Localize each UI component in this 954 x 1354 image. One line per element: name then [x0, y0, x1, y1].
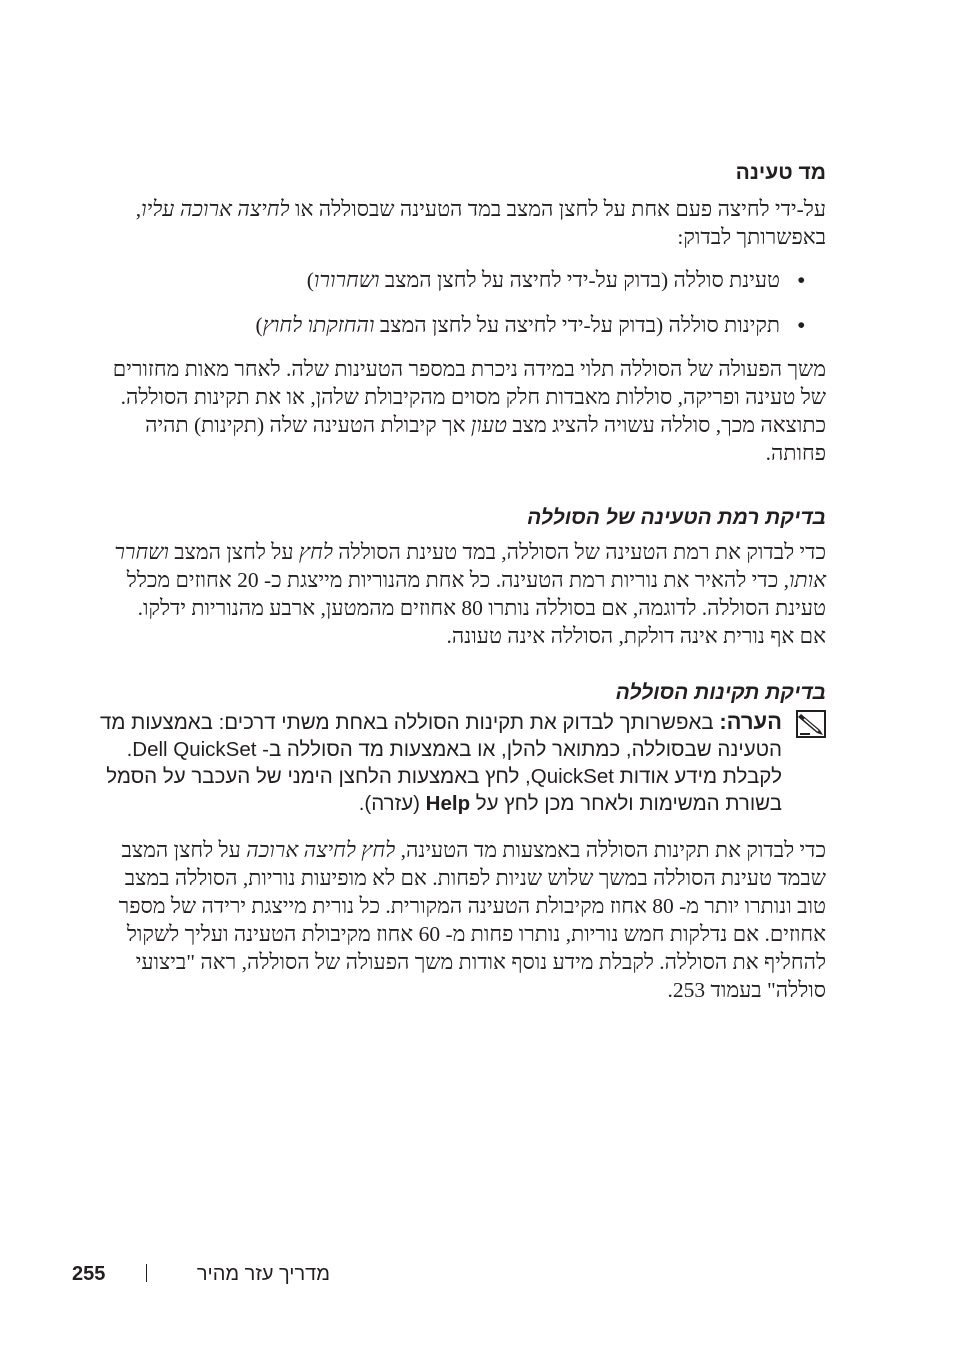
help-label: Help	[425, 792, 471, 815]
bullet: •	[797, 268, 805, 292]
note-pencil-icon	[796, 710, 826, 738]
intro-text: על-ידי לחיצה פעם אחת על לחצן המצב במד הטעינה שבסוללה או	[289, 197, 826, 221]
section-heading-charge-check: בדיקת רמת הטעינה של הסוללה	[527, 506, 826, 529]
guide-title: מדריך עזר מהיר	[196, 1263, 330, 1285]
health-check-paragraph: כדי לבדוק את תקינות הסוללה באמצעות מד הטעינה, לחץ לחיצה ארוכה על לחצן המצב שבמד טעינת הסוללה במשך שלוש שניות לפחות. אם לא מופיעות נוריות, הסוללה במצב טוב ונותרו יותר מ- 80 אחוז מקיבולת הטעינה המקורית. כל נורית מייצגת ירידה של מספר אחוזים. אם נדלקות חמש נוריות, נותרו פחות מ- 60 אחוז מקיבולת הטעינה ועליך לשקול להחליף את הסוללה. לקבלת מידע נוסף אודות משך הפעולה של הסוללה, ראה "ביצועי סוללה" בעמוד 253.	[118, 838, 826, 1002]
section-heading-health-check: בדיקת תקינות הסוללה	[615, 681, 826, 704]
intro-text-end: , באפשרותך לבדוק:	[135, 197, 826, 249]
footer-divider	[146, 1264, 147, 1282]
battery-gauge-intro	[106, 195, 826, 251]
list-item: • תקינות סוללה (בדוק על-ידי לחיצה על לחצן המצב והחזקתו לחוץ)	[255, 313, 805, 337]
bullet: •	[797, 313, 805, 337]
page-number: 255	[72, 1263, 106, 1285]
page-footer	[70, 1262, 340, 1288]
section-heading-battery-gauge: מד טעינה	[735, 161, 826, 184]
note-label: הערה:	[719, 709, 782, 734]
battery-life-paragraph: משך הפעולה של הסוללה תלוי במידה ניכרת במספר הטעינות שלה. לאחר מאות מחזורים של טעינה ופריקה, סוללות מאבדות חלק מסוים מהקיבולת שלהן, או את תקינות הסוללה. כתוצאה מכך, סוללה עשויה להציג מצב טעון אך קיבולת הטעינה שלה (תקינות) תהיה פחותה.	[112, 357, 826, 465]
battery-check-list	[106, 266, 826, 339]
list-item: • טעינת סוללה (בדוק על-ידי לחיצה על לחצן המצב ושחרורו)	[306, 268, 805, 292]
note-text: הערה: באפשרותך לבדוק את תקינות הסוללה באחת משתי דרכים: באמצעות מד הטעינה שבסוללה, כמתואר להלן, או באמצעות מד הסוללה ב- Dell QuickSet. לקבלת מידע אודות QuickSet, לחץ באמצעות הלחצן הימני של העכבר על הסמל בשורת המשימות ולאחר מכן לחץ על Help (עזרה).	[99, 709, 782, 815]
charge-check-paragraph: כדי לבדוק את רמת הטעינה של הסוללה, במד טעינת הסוללה לחץ על לחצן המצב ושחרר אותו, כדי להאיר את נוריות רמת הטעינה. כל אחת מהנוריות מייצגת כ- 20 אחוזים מכלל טעינת הסוללה. לדוגמה, אם בסוללה נותרו 80 אחוזים מהמטען, ארבע מהנוריות ידלקו. אם אף נורית אינה דולקת, הסוללה אינה טעונה.	[114, 540, 826, 648]
intro-emphasis: לחיצה ארוכה עליו	[141, 197, 290, 221]
note-box	[96, 708, 826, 817]
